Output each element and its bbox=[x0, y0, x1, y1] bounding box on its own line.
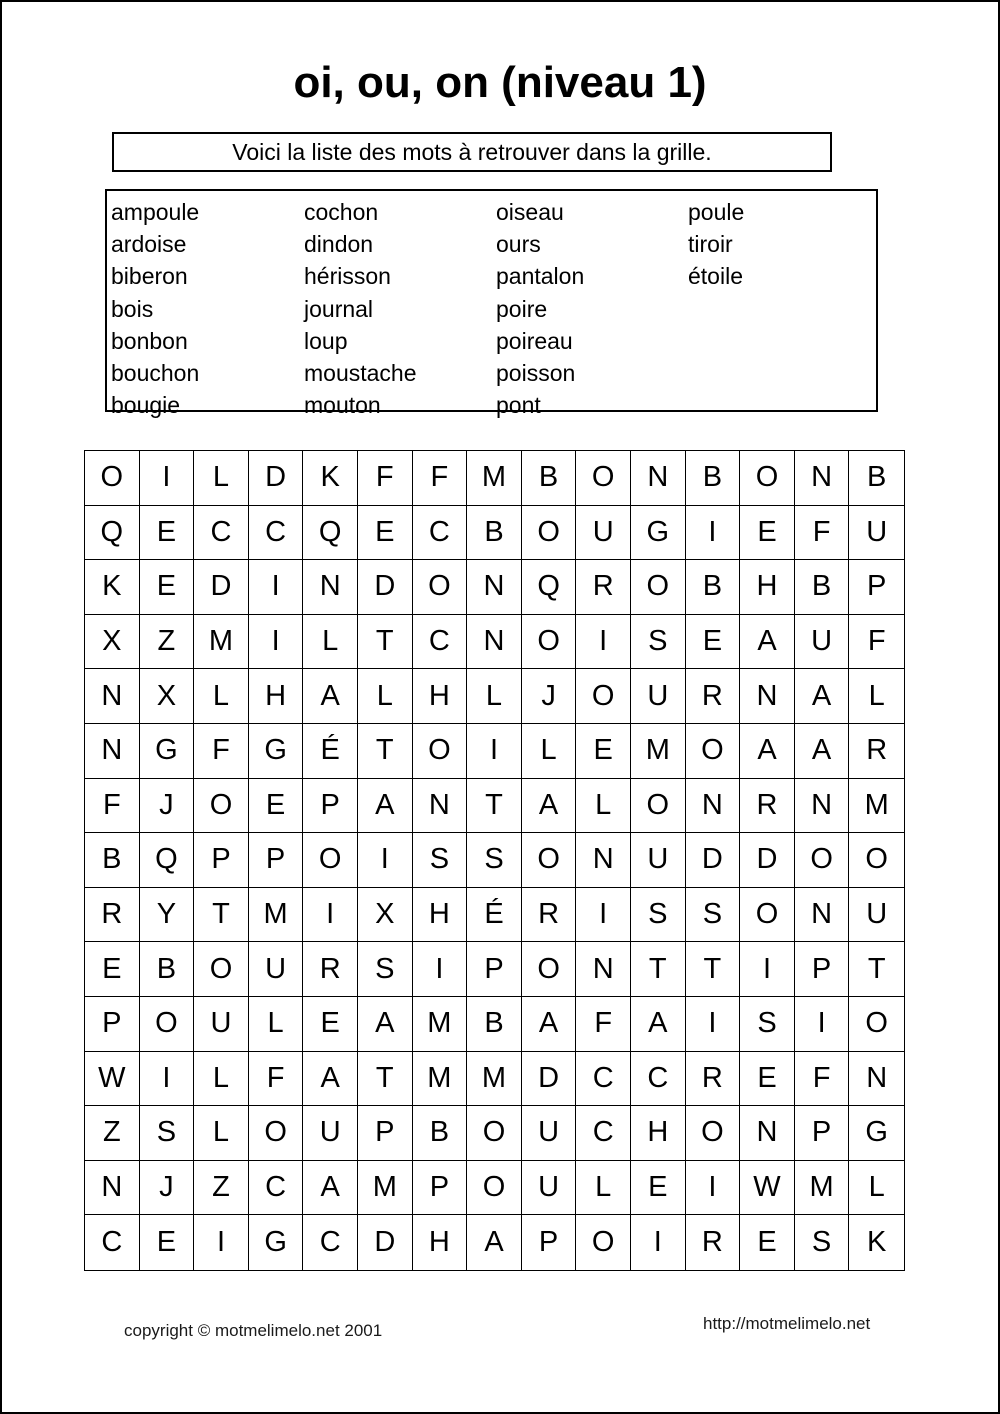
grid-cell: A bbox=[795, 669, 850, 724]
word-list-item: hérisson bbox=[304, 263, 391, 290]
grid-cell: C bbox=[413, 615, 468, 670]
grid-cell: L bbox=[194, 451, 249, 506]
grid-cell: N bbox=[467, 615, 522, 670]
grid-cell: O bbox=[413, 724, 468, 779]
grid-cell: N bbox=[795, 451, 850, 506]
grid-cell: C bbox=[249, 506, 304, 561]
grid-cell: K bbox=[303, 451, 358, 506]
grid-cell: T bbox=[194, 888, 249, 943]
grid-cell: R bbox=[576, 560, 631, 615]
grid-cell: O bbox=[576, 669, 631, 724]
grid-cell: O bbox=[194, 942, 249, 997]
grid-cell: I bbox=[249, 615, 304, 670]
grid-cell: O bbox=[740, 888, 795, 943]
grid-cell: F bbox=[85, 779, 140, 834]
grid-cell: K bbox=[85, 560, 140, 615]
grid-cell: I bbox=[686, 997, 741, 1052]
grid-cell: Q bbox=[85, 506, 140, 561]
grid-cell: R bbox=[849, 724, 904, 779]
grid-cell: G bbox=[249, 724, 304, 779]
grid-cell: D bbox=[194, 560, 249, 615]
grid-cell: B bbox=[467, 997, 522, 1052]
grid-cell: P bbox=[194, 833, 249, 888]
word-list-column bbox=[111, 196, 199, 421]
grid-cell: M bbox=[631, 724, 686, 779]
grid-cell: T bbox=[467, 779, 522, 834]
grid-cell: E bbox=[303, 997, 358, 1052]
grid-cell: J bbox=[140, 779, 195, 834]
word-list-item: biberon bbox=[111, 263, 188, 290]
word-list-item: bouchon bbox=[111, 360, 200, 387]
grid-cell: N bbox=[686, 779, 741, 834]
grid-cell: X bbox=[358, 888, 413, 943]
grid-cell: I bbox=[194, 1215, 249, 1270]
grid-cell: I bbox=[358, 833, 413, 888]
page-title: oi, ou, on (niveau 1) bbox=[293, 58, 707, 107]
grid-cell: H bbox=[413, 669, 468, 724]
grid-cell: F bbox=[795, 1052, 850, 1107]
grid-cell: B bbox=[140, 942, 195, 997]
grid-cell: Z bbox=[140, 615, 195, 670]
grid-cell: F bbox=[849, 615, 904, 670]
grid-cell: O bbox=[740, 451, 795, 506]
grid-cell: O bbox=[249, 1106, 304, 1161]
grid-cell: M bbox=[467, 451, 522, 506]
grid-cell: O bbox=[522, 833, 577, 888]
grid-cell: M bbox=[249, 888, 304, 943]
grid-cell: R bbox=[686, 669, 741, 724]
grid-cell: I bbox=[303, 888, 358, 943]
grid-cell: A bbox=[522, 997, 577, 1052]
grid-cell: Q bbox=[522, 560, 577, 615]
grid-cell: É bbox=[467, 888, 522, 943]
grid-cell: F bbox=[194, 724, 249, 779]
grid-cell: D bbox=[358, 560, 413, 615]
grid-cell: F bbox=[249, 1052, 304, 1107]
grid-cell: B bbox=[467, 506, 522, 561]
grid-cell: É bbox=[303, 724, 358, 779]
grid-cell: R bbox=[303, 942, 358, 997]
word-list-item: tiroir bbox=[688, 231, 733, 258]
grid-cell: D bbox=[740, 833, 795, 888]
grid-cell: B bbox=[686, 560, 741, 615]
grid-cell: N bbox=[740, 669, 795, 724]
grid-cell: O bbox=[522, 615, 577, 670]
grid-cell: L bbox=[358, 669, 413, 724]
grid-cell: E bbox=[576, 724, 631, 779]
grid-cell: O bbox=[686, 724, 741, 779]
grid-cell: Z bbox=[194, 1161, 249, 1216]
grid-cell: L bbox=[194, 1106, 249, 1161]
grid-cell: O bbox=[467, 1161, 522, 1216]
grid-cell: B bbox=[795, 560, 850, 615]
grid-cell: O bbox=[576, 1215, 631, 1270]
grid-cell: R bbox=[740, 779, 795, 834]
grid-cell: N bbox=[576, 942, 631, 997]
grid-cell: A bbox=[358, 779, 413, 834]
grid-cell: U bbox=[795, 615, 850, 670]
grid-cell: O bbox=[849, 833, 904, 888]
grid-cell: N bbox=[85, 1161, 140, 1216]
grid-cell: P bbox=[303, 779, 358, 834]
grid-cell: N bbox=[849, 1052, 904, 1107]
grid-cell: O bbox=[849, 997, 904, 1052]
grid-cell: A bbox=[795, 724, 850, 779]
footer-copyright: copyright © motmelimelo.net 2001 bbox=[124, 1321, 383, 1340]
word-list-item: ours bbox=[496, 231, 541, 258]
grid-cell: A bbox=[522, 779, 577, 834]
word-list-item: étoile bbox=[688, 263, 743, 290]
grid-cell: Q bbox=[303, 506, 358, 561]
word-list-item: bois bbox=[111, 295, 154, 322]
word-list-item: bougie bbox=[111, 392, 181, 419]
grid-cell: B bbox=[413, 1106, 468, 1161]
grid-cell: L bbox=[194, 669, 249, 724]
grid-cell: I bbox=[740, 942, 795, 997]
grid-cell: R bbox=[85, 888, 140, 943]
word-list-column bbox=[688, 196, 744, 293]
grid-cell: I bbox=[631, 1215, 686, 1270]
grid-cell: N bbox=[795, 888, 850, 943]
grid-cell: E bbox=[249, 779, 304, 834]
grid-cell: A bbox=[358, 997, 413, 1052]
grid-cell: O bbox=[85, 451, 140, 506]
grid-cell: S bbox=[413, 833, 468, 888]
grid-cell: P bbox=[413, 1161, 468, 1216]
grid-cell: C bbox=[85, 1215, 140, 1270]
grid-cell: O bbox=[522, 506, 577, 561]
word-list-item: loup bbox=[304, 327, 348, 354]
grid-cell: C bbox=[576, 1106, 631, 1161]
grid-cell: U bbox=[849, 506, 904, 561]
grid-cell: L bbox=[576, 1161, 631, 1216]
grid-cell: X bbox=[85, 615, 140, 670]
grid-cell: F bbox=[413, 451, 468, 506]
grid-cell: I bbox=[467, 724, 522, 779]
grid-cell: A bbox=[303, 669, 358, 724]
grid-cell: S bbox=[795, 1215, 850, 1270]
grid-cell: A bbox=[740, 724, 795, 779]
word-list-item: mouton bbox=[304, 392, 381, 419]
word-list-item: bonbon bbox=[111, 327, 188, 354]
word-list-item: poule bbox=[688, 199, 745, 225]
grid-cell: P bbox=[795, 1106, 850, 1161]
grid-cell: D bbox=[522, 1052, 577, 1107]
grid-cell: L bbox=[576, 779, 631, 834]
grid-cell: G bbox=[140, 724, 195, 779]
grid-cell: N bbox=[85, 669, 140, 724]
grid-cell: F bbox=[358, 451, 413, 506]
grid-cell: J bbox=[140, 1161, 195, 1216]
grid-cell: M bbox=[413, 1052, 468, 1107]
grid-cell: O bbox=[413, 560, 468, 615]
grid-cell: M bbox=[413, 997, 468, 1052]
grid-cell: N bbox=[631, 451, 686, 506]
word-list-item: pantalon bbox=[496, 263, 585, 290]
grid-cell: M bbox=[194, 615, 249, 670]
grid-cell: N bbox=[413, 779, 468, 834]
grid-cell: A bbox=[740, 615, 795, 670]
grid-cell: N bbox=[795, 779, 850, 834]
grid-cell: L bbox=[849, 669, 904, 724]
grid-cell: T bbox=[631, 942, 686, 997]
grid-cell: C bbox=[631, 1052, 686, 1107]
grid-cell: E bbox=[140, 560, 195, 615]
word-list-item: poireau bbox=[496, 327, 573, 354]
grid-cell: H bbox=[413, 1215, 468, 1270]
grid-cell: F bbox=[576, 997, 631, 1052]
grid-cell: E bbox=[631, 1161, 686, 1216]
grid-cell: O bbox=[467, 1106, 522, 1161]
grid-cell: O bbox=[795, 833, 850, 888]
grid-cell: T bbox=[849, 942, 904, 997]
grid-cell: E bbox=[140, 506, 195, 561]
grid-cell: E bbox=[740, 1052, 795, 1107]
grid-cell: H bbox=[413, 888, 468, 943]
grid-cell: G bbox=[849, 1106, 904, 1161]
grid-cell: I bbox=[686, 1161, 741, 1216]
grid-cell: O bbox=[576, 451, 631, 506]
grid-cell: L bbox=[303, 615, 358, 670]
word-list-item: ampoule bbox=[111, 199, 200, 225]
word-list-item: moustache bbox=[304, 360, 417, 387]
grid-cell: I bbox=[249, 560, 304, 615]
grid-cell: W bbox=[85, 1052, 140, 1107]
grid-cell: M bbox=[795, 1161, 850, 1216]
grid-cell: J bbox=[522, 669, 577, 724]
grid-cell: L bbox=[249, 997, 304, 1052]
grid-cell: U bbox=[576, 506, 631, 561]
grid-cell: L bbox=[522, 724, 577, 779]
word-list-item: oiseau bbox=[496, 199, 564, 225]
grid-cell: F bbox=[795, 506, 850, 561]
grid-cell: T bbox=[686, 942, 741, 997]
grid-cell: U bbox=[631, 669, 686, 724]
grid-cell: I bbox=[795, 997, 850, 1052]
footer-url: http://motmelimelo.net bbox=[703, 1314, 871, 1333]
grid-cell: I bbox=[576, 888, 631, 943]
grid-cell: G bbox=[249, 1215, 304, 1270]
grid-cell: E bbox=[686, 615, 741, 670]
grid-cell: R bbox=[686, 1052, 741, 1107]
grid-cell: H bbox=[740, 560, 795, 615]
grid-cell: Q bbox=[140, 833, 195, 888]
grid-cell: E bbox=[140, 1215, 195, 1270]
grid-cell: E bbox=[740, 506, 795, 561]
word-list-item: journal bbox=[304, 295, 374, 322]
grid-cell: P bbox=[522, 1215, 577, 1270]
grid-cell: H bbox=[631, 1106, 686, 1161]
grid-cell: B bbox=[85, 833, 140, 888]
grid-cell: I bbox=[140, 1052, 195, 1107]
grid-cell: A bbox=[467, 1215, 522, 1270]
grid-cell: U bbox=[522, 1106, 577, 1161]
grid-cell: I bbox=[140, 451, 195, 506]
word-list-item: cochon bbox=[304, 199, 379, 225]
instruction-box bbox=[112, 132, 832, 172]
grid-cell: B bbox=[849, 451, 904, 506]
grid-cell: R bbox=[686, 1215, 741, 1270]
grid-cell: Z bbox=[85, 1106, 140, 1161]
grid-cell: R bbox=[522, 888, 577, 943]
word-list-item: poisson bbox=[496, 360, 576, 387]
word-list-item: dindon bbox=[304, 231, 374, 258]
grid-cell: S bbox=[140, 1106, 195, 1161]
grid-cell: L bbox=[194, 1052, 249, 1107]
grid-cell: L bbox=[849, 1161, 904, 1216]
word-list-item: ardoise bbox=[111, 231, 187, 258]
grid-cell: S bbox=[686, 888, 741, 943]
grid-cell: I bbox=[686, 506, 741, 561]
grid-cell: P bbox=[795, 942, 850, 997]
grid-cell: N bbox=[85, 724, 140, 779]
grid-cell: N bbox=[576, 833, 631, 888]
grid-cell: B bbox=[686, 451, 741, 506]
grid-cell: E bbox=[85, 942, 140, 997]
grid-cell: S bbox=[631, 615, 686, 670]
grid-cell: L bbox=[467, 669, 522, 724]
grid-cell: Y bbox=[140, 888, 195, 943]
grid-cell: P bbox=[358, 1106, 413, 1161]
grid-cell: U bbox=[631, 833, 686, 888]
grid-cell: X bbox=[140, 669, 195, 724]
word-list-column bbox=[496, 196, 584, 421]
grid-cell: C bbox=[249, 1161, 304, 1216]
word-list bbox=[105, 189, 878, 419]
grid-cell: O bbox=[194, 779, 249, 834]
letter-grid bbox=[84, 450, 905, 1271]
grid-cell: C bbox=[194, 506, 249, 561]
grid-cell: S bbox=[467, 833, 522, 888]
grid-cell: P bbox=[249, 833, 304, 888]
grid-cell: U bbox=[303, 1106, 358, 1161]
grid-cell: A bbox=[303, 1161, 358, 1216]
grid-cell: O bbox=[631, 560, 686, 615]
word-list-item: poire bbox=[496, 295, 548, 322]
grid-cell: D bbox=[358, 1215, 413, 1270]
grid-cell: O bbox=[140, 997, 195, 1052]
grid-cell: U bbox=[194, 997, 249, 1052]
grid-cell: O bbox=[686, 1106, 741, 1161]
grid-cell: M bbox=[849, 779, 904, 834]
grid-cell: T bbox=[358, 615, 413, 670]
grid-cell: C bbox=[413, 506, 468, 561]
grid-cell: G bbox=[631, 506, 686, 561]
grid-cell: S bbox=[631, 888, 686, 943]
grid-cell: U bbox=[522, 1161, 577, 1216]
grid-cell: U bbox=[249, 942, 304, 997]
grid-cell: N bbox=[467, 560, 522, 615]
grid-cell: B bbox=[522, 451, 577, 506]
instruction-text: Voici la liste des mots à retrouver dans la grille. bbox=[232, 138, 712, 165]
grid-cell: S bbox=[358, 942, 413, 997]
word-list-column bbox=[304, 196, 417, 421]
grid-cell: I bbox=[413, 942, 468, 997]
grid-cell: M bbox=[467, 1052, 522, 1107]
grid-cell: A bbox=[303, 1052, 358, 1107]
grid-cell: C bbox=[576, 1052, 631, 1107]
grid-cell: P bbox=[849, 560, 904, 615]
grid-cell: P bbox=[467, 942, 522, 997]
grid-cell: N bbox=[740, 1106, 795, 1161]
grid-cell: D bbox=[249, 451, 304, 506]
grid-cell: U bbox=[849, 888, 904, 943]
grid-cell: O bbox=[522, 942, 577, 997]
grid-cell: T bbox=[358, 724, 413, 779]
grid-cell: P bbox=[85, 997, 140, 1052]
grid-cell: O bbox=[303, 833, 358, 888]
grid-cell: W bbox=[740, 1161, 795, 1216]
word-list-item: pont bbox=[496, 392, 541, 419]
grid-cell: E bbox=[740, 1215, 795, 1270]
grid-cell: T bbox=[358, 1052, 413, 1107]
grid-cell: O bbox=[631, 779, 686, 834]
grid-cell: M bbox=[358, 1161, 413, 1216]
grid-cell: D bbox=[686, 833, 741, 888]
grid-cell: K bbox=[867, 1226, 887, 1259]
grid-cell: H bbox=[249, 669, 304, 724]
grid-cell: A bbox=[631, 997, 686, 1052]
grid-cell: S bbox=[740, 997, 795, 1052]
grid-cell: E bbox=[358, 506, 413, 561]
grid-cell: I bbox=[576, 615, 631, 670]
grid-cell: C bbox=[303, 1215, 358, 1270]
grid-cell: N bbox=[303, 560, 358, 615]
